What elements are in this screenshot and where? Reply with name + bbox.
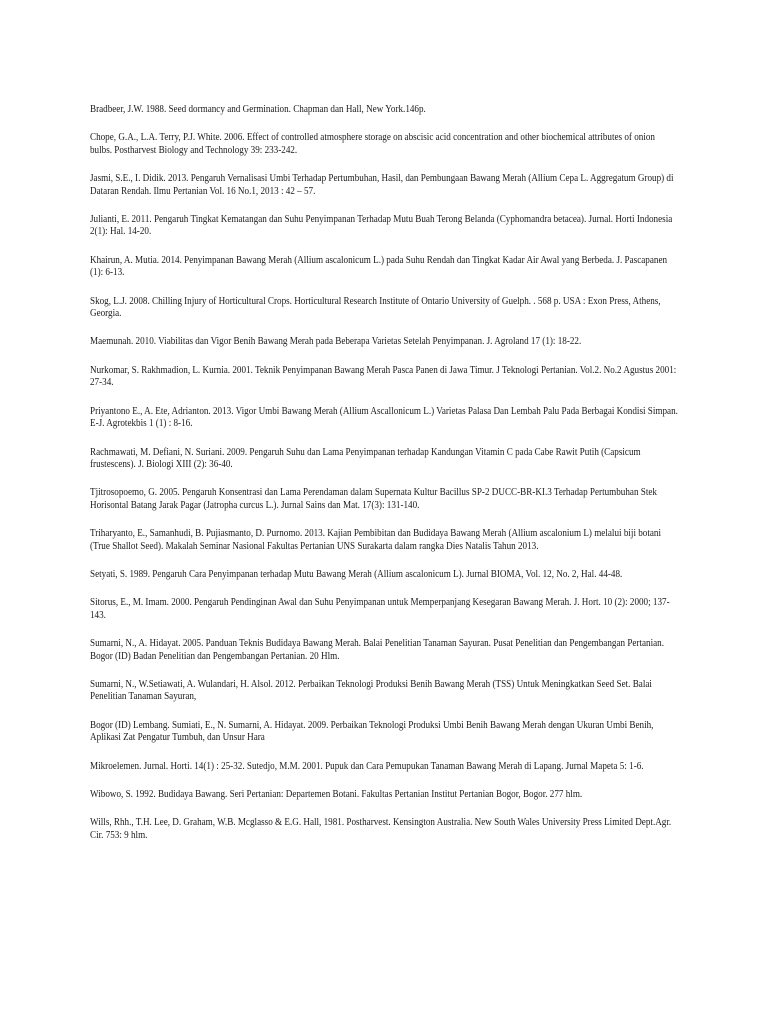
reference-entry: Triharyanto, E., Samanhudi, B. Pujiasmanto, D. Purnomo. 2013. Kajian Pembibitan dan Budidaya Bawang Merah (Allium ascalonium L) melalui biji botani (True Shallot Seed). Makalah Seminar Nasional Fakultas Pertanian UNS Surakarta dalam rangka Dies Natalis Tahun 2013.: [90, 528, 662, 552]
reference-entry: Julianti, E. 2011. Pengaruh Tingkat Kematangan dan Suhu Penyimpanan Terhadap Mutu Buah Terong Belanda (Cyphomandra betacea). Jurnal. Horti Indonesia 2(1): Hal. 14-20.: [90, 214, 673, 238]
reference-entry: Skog, L.J. 2008. Chilling Injury of Horticultural Crops. Horticultural Research Institute of Ontario University of Guelph. . 568 p. USA : Exon Press, Athens, Georgia.: [90, 295, 661, 320]
reference-entry: Setyati, S. 1989. Pengaruh Cara Penyimpanan terhadap Mutu Bawang Merah (Allium ascalonicum L). Jurnal BIOMA, Vol. 12, No. 2, Hal. 44-48.: [90, 568, 623, 580]
reference-entry: Jasmi, S.E., I. Didik. 2013. Pengaruh Vernalisasi Umbi Terhadap Pertumbuhan, Hasil, dan Pembungaan Bawang Merah (Allium Cepa L. Aggregatum Group) di Dataran Rendah. Ilmu Pertanian Vol. 16 No.1, 2013 : 42 – 57.: [90, 173, 674, 197]
reference-entry: Wills, Rhh., T.H. Lee, D. Graham, W.B. Mcglasso & E.G. Hall, 1981. Postharvest. Kensington Australia. New South Wales University Press Limited Dept.Agr. Cir. 753: 9 hlm.: [90, 817, 672, 841]
reference-entry: Sitorus, E., M. Imam. 2000. Pengaruh Pendinginan Awal dan Suhu Penyimpanan untuk Memperpanjang Kesegaran Bawang Merah. J. Hort. 10 (2): 2000; 137-143.: [90, 597, 670, 621]
reference-entry: Sumarni, N., W.Setiawati, A. Wulandari, H. Alsol. 2012. Perbaikan Teknologi Produksi Benih Bawang Merah (TSS) Untuk Meningkatkan Seed Set. Balai Penelitian Tanaman Sayuran,: [90, 678, 652, 703]
reference-entry: Nurkomar, S. Rakhmadion, L. Kurnia. 2001. Teknik Penyimpanan Bawang Merah Pasca Panen di Jawa Timur. J Teknologi Pertanian. Vol.2. No.2 Agustus 2001: 27-34.: [90, 364, 677, 389]
reference-entry: Bradbeer, J.W. 1988. Seed dormancy and Germination. Chapman dan Hall, New York.146p.: [90, 104, 426, 115]
reference-entry: Chope, G.A., L.A. Terry, P.J. White. 2006. Effect of controlled atmosphere storage on abscisic acid concentration and other biochemical attributes of onion bulbs. Postharvest Biology and Technology 39: 233-242.: [90, 132, 655, 156]
reference-entry: Bogor (ID) Lembang. Sumiati, E., N. Sumarni, A. Hidayat. 2009. Perbaikan Teknologi Produksi Umbi Benih Bawang Merah dengan Ukuran Umbi Benih, Aplikasi Zat Pengatur Tumbuh, dan Unsur Hara: [90, 719, 654, 744]
reference-entry: Mikroelemen. Jurnal. Horti. 14(1) : 25-32. Sutedjo, M.M. 2001. Pupuk dan Cara Pemupukan Tanaman Bawang Merah di Lapang. Jurnal Mapeta 5: 1-6.: [90, 760, 644, 772]
reference-entry: Wibowo, S. 1992. Budidaya Bawang. Seri Pertanian: Departemen Botani. Fakultas Pertanian Institut Pertanian Bogor, Bogor. 277 hlm.: [90, 789, 583, 800]
reference-entry: Sumarni, N., A. Hidayat. 2005. Panduan Teknis Budidaya Bawang Merah. Balai Penelitian Tanaman Sayuran. Pusat Penelitian dan Pengembangan Pertanian. Bogor (ID) Badan Penelitian dan Pengembangan Pertanian. 20 Hlm.: [90, 638, 665, 662]
reference-entry: Rachmawati, M. Defiani, N. Suriani. 2009. Pengaruh Suhu dan Lama Penyimpanan terhadap Kandungan Vitamin C pada Cabe Rawit Putih (Capsicum frustescens). J. Biologi XIII (2): 36-40.: [90, 446, 641, 470]
reference-entry: Priyantono E., A. Ete, Adrianton. 2013. Vigor Umbi Bawang Merah (Allium Ascallonicum L.) Varietas Palasa Dan Lembah Palu Pada Berbagai Kondisi Simpan. E-J. Agrotekbis 1 (1) : 8-16.: [90, 405, 678, 430]
reference-entry: Khairun, A. Mutia. 2014. Penyimpanan Bawang Merah (Allium ascalonicum L.) pada Suhu Rendah dan Tingkat Kadar Air Awal yang Berbeda. J. Pascapanen (1): 6-13.: [90, 254, 668, 279]
reference-list: [90, 104, 678, 858]
reference-entry: Tjitrosopoemo, G. 2005. Pengaruh Konsentrasi dan Lama Perendaman dalam Supernata Kultur Bacillus SP-2 DUCC-BR-KI.3 Terhadap Pertumbuhan Stek Horisontal Batang Jarak Pagar (Jatropha curcus L.). Jurnal Sains dan Mat. 17(3): 131-140.: [90, 487, 657, 511]
reference-entry: Maemunah. 2010. Viabilitas dan Vigor Benih Bawang Merah pada Beberapa Varietas Setelah Penyimpanan. J. Agroland 17 (1): 18-22.: [90, 336, 582, 348]
